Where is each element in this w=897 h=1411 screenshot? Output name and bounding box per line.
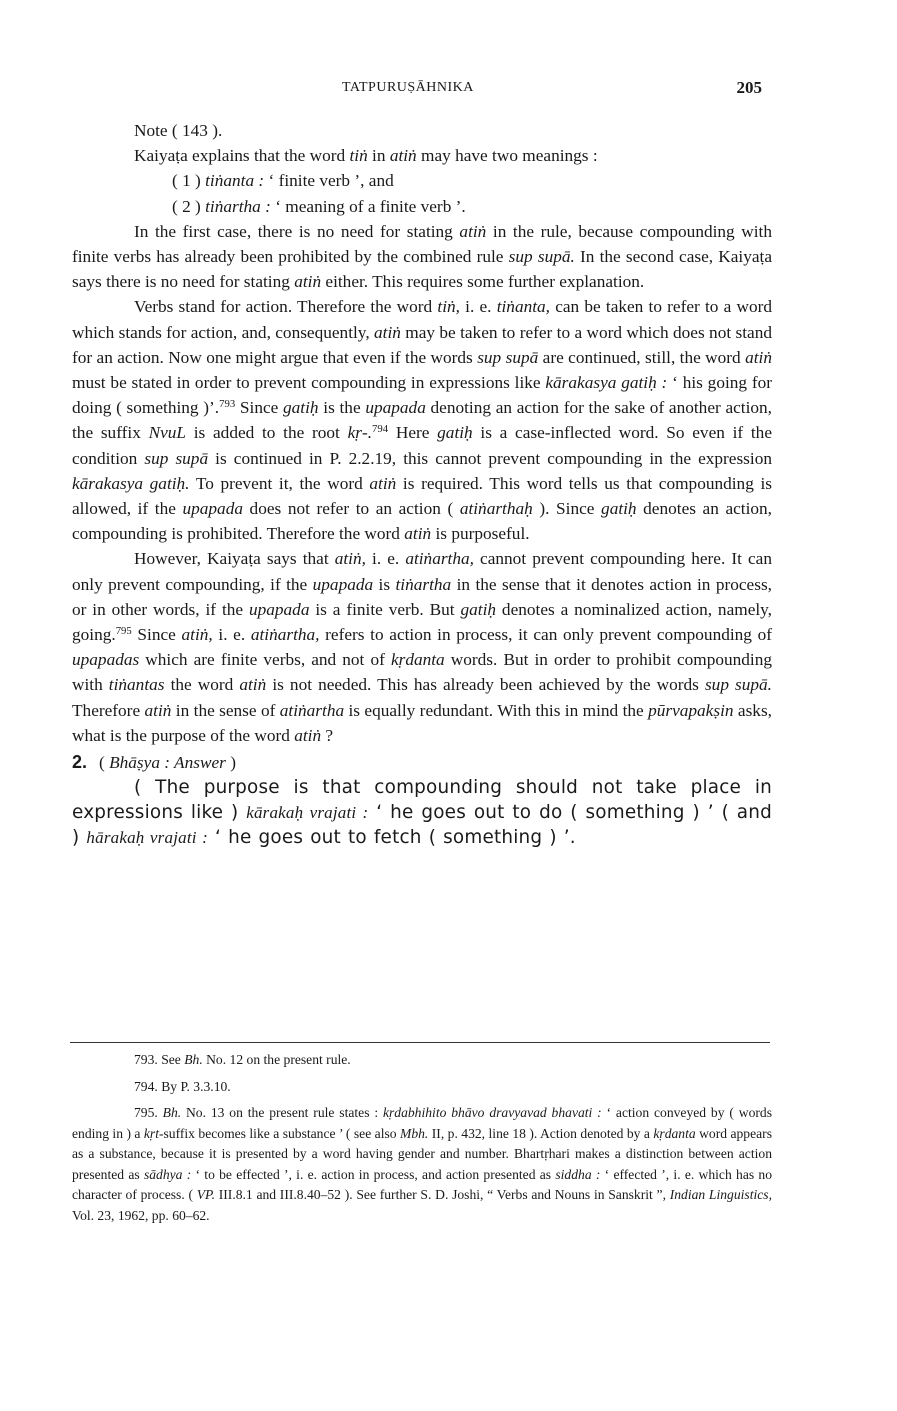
italic-term: atiṅ	[144, 700, 172, 720]
text-run: in the rule, because compounding with finite verbs has already been prohibited by the combined rule	[72, 221, 772, 267]
italic-term: atiṅ	[294, 725, 322, 745]
italic-term: atiṅ,	[334, 549, 366, 569]
italic-term: upapada	[182, 499, 243, 519]
text-run: may have two meanings :	[416, 146, 598, 166]
text-run: is a finite verb. But	[309, 599, 461, 619]
italic-term: tiṅ	[349, 146, 368, 166]
main-text	[72, 118, 772, 850]
text-run: i. e.	[212, 625, 251, 645]
text-run: the word	[164, 675, 240, 695]
italic-term: upapadas	[72, 650, 140, 670]
italic-term: Indian Linguistics,	[669, 1187, 772, 1202]
italic-term: sup supā	[477, 347, 539, 367]
text-run: is required. This word tells us that compounding is allowed, if the	[72, 473, 773, 519]
italic-term: tiṅ,	[437, 297, 460, 317]
italic-term: siddha :	[555, 1166, 601, 1182]
text-run: ‘ action conveyed by ( words ending in ) a	[72, 1105, 772, 1141]
text-run: ‘ effected ’, i. e. which has no character of process. (	[72, 1166, 773, 1202]
footnote-795	[72, 1103, 772, 1226]
text-run: (	[99, 753, 110, 773]
italic-term: kṛdanta	[390, 650, 445, 670]
paragraph	[72, 546, 772, 748]
text-run: ( The purpose is that compounding should not take place in expressions like )	[72, 777, 772, 824]
text-run: i. e.	[459, 297, 497, 317]
text-run: is added to the root	[186, 423, 348, 443]
text-run: In the second case, Kaiyaṭa says there is no need for stating	[72, 247, 772, 292]
italic-term: atiṅ	[404, 524, 432, 544]
page-header	[70, 78, 770, 102]
text-run: may be taken to refer to a word which does not stand for an action. Now one might argue that even if the words	[72, 322, 772, 367]
italic-term: kārakasya gatiḥ :	[545, 373, 668, 393]
text-run: is	[373, 574, 396, 594]
italic-term: gatiḥ	[460, 599, 497, 619]
italic-term: atiṅ,	[181, 625, 213, 645]
italic-term: atiṅ	[294, 272, 322, 292]
text-run: ). Since	[532, 499, 602, 519]
footnote-ref: 795	[115, 625, 132, 638]
italic-term: Bh.	[162, 1105, 182, 1120]
italic-term: Mbh.	[400, 1125, 429, 1141]
text-run: II, p. 432, line 18 ). Action denoted by a	[428, 1125, 654, 1141]
text-run: can be taken to refer to a word which stands for action, and, consequently,	[72, 297, 773, 342]
text-run: refers to action in process, it can only prevent compounding of	[319, 625, 772, 645]
text-run: in the sense that it denotes action in process, or in other words, if the	[72, 574, 773, 619]
footnotes	[72, 1050, 772, 1226]
text-run: ‘ he goes out to do ( something ) ’ ( and )	[72, 802, 772, 849]
text-run: ‘ his going for doing ( something )’.	[72, 373, 773, 418]
italic-term: kṛ-.	[347, 423, 373, 443]
italic-term: atiṅ	[745, 347, 772, 367]
text-run: 793. See	[134, 1052, 185, 1067]
italic-term: tiṅantas	[108, 675, 165, 695]
text-run: is a case-inflected word. So even if the condition	[72, 423, 772, 468]
text-run: is continued in P. 2.2.19, this cannot prevent compounding in the expression	[208, 448, 772, 468]
italic-term: kārakasya gatiḥ.	[72, 473, 190, 493]
meaning-item	[172, 194, 772, 219]
text-run: No. 12 on the present rule.	[202, 1052, 351, 1067]
text-run: ‘ finite verb ’, and	[264, 171, 394, 191]
text-run: in	[367, 146, 390, 166]
italic-term: upapada	[312, 574, 374, 594]
italic-term: sup supā.	[704, 675, 773, 695]
footnote-rule	[70, 1042, 770, 1043]
italic-term: sup supā	[144, 448, 209, 468]
text-run: words. But in order to prohibit compounding with	[72, 650, 772, 695]
italic-term: gatiḥ	[283, 398, 319, 418]
text-run: III.8.1 and III.8.40–52 ). See further S. D. Joshi, “ Verbs and Nouns in Sanskrit ”,	[215, 1187, 670, 1202]
text-run: either. This requires some further explanation.	[321, 272, 645, 292]
intro-sentence	[134, 143, 772, 168]
text-run: is not needed. This has already been achieved by the words	[266, 675, 705, 695]
text-run: No. 13 on the present rule states :	[181, 1105, 383, 1120]
text-run: is equally redundant. With this in mind the	[344, 700, 649, 720]
italic-term: kṛdabhihito bhāvo dravyavad bhavati :	[382, 1105, 602, 1120]
text-run: In the first case, there is no need for stating	[134, 221, 460, 241]
italic-term: sādhya :	[143, 1166, 192, 1182]
italic-term: kārakaḥ vrajati :	[246, 803, 369, 823]
text-run: Here	[388, 423, 438, 443]
text-run: ‘ meaning of a finite verb ’.	[270, 196, 466, 216]
paragraph	[72, 294, 772, 546]
italic-term: upapada	[365, 398, 426, 418]
answer-paragraph	[72, 775, 772, 850]
text-run: must be stated in order to prevent compounding in expressions like	[72, 373, 546, 393]
text-run: 794. By P. 3.3.10.	[134, 1078, 231, 1094]
text-run: Verbs stand for action. Therefore the word	[134, 297, 438, 317]
text-run: denotes an action, compounding is prohibited. Therefore the word	[72, 499, 772, 544]
italic-term: hārakaḥ vrajati :	[86, 828, 208, 848]
page-number: 205	[736, 78, 762, 97]
text-run: denotes a nominalized action, namely, going.	[72, 599, 772, 645]
italic-term: gatiḥ	[601, 499, 637, 519]
note-reference: Note ( 143 ).	[134, 121, 223, 140]
text-run: cannot prevent compounding here. It can only prevent compounding, if the	[72, 549, 772, 594]
text-run: Kaiyaṭa explains that the word	[134, 146, 350, 166]
text-run: ‘ he goes out to fetch ( something ) ’.	[207, 827, 576, 849]
text-run: Vol. 23, 1962, pp. 60–62.	[72, 1207, 210, 1223]
meaning-item	[172, 168, 772, 193]
italic-term: atiṅartha	[279, 700, 345, 720]
text-run: does not refer to an action (	[242, 499, 460, 519]
text-run: However, Kaiyaṭa says that	[134, 549, 335, 569]
paragraph	[72, 219, 772, 295]
italic-term: tiṅanta,	[496, 297, 550, 317]
italic-term: Bh.	[184, 1052, 203, 1067]
italic-term: VP.	[196, 1187, 216, 1202]
italic-term: sup supā.	[508, 247, 575, 267]
text-run: 795.	[134, 1105, 163, 1120]
text-run: in the sense of	[171, 700, 280, 720]
italic-term: gatiḥ	[437, 423, 473, 443]
text-run: is purposeful.	[431, 524, 530, 544]
italic-term: tiṅartha	[395, 574, 452, 594]
italic-term: atiṅartha,	[250, 625, 320, 645]
section-number: 2.	[72, 752, 88, 773]
italic-term: NvuL	[148, 423, 187, 443]
text-run: Since	[235, 398, 284, 418]
italic-term: atiṅ	[374, 322, 401, 342]
text-run: denoting an action for the sake of another action, the suffix	[72, 398, 772, 443]
footnote-794	[72, 1077, 772, 1098]
italic-term: upapada	[248, 599, 310, 619]
italic-term: tiṅartha :	[205, 196, 271, 216]
text-run: word appears as a substance, because it is presented by a word having gender and number. Bhartṛhari makes a distinction between action presented as	[72, 1125, 772, 1182]
italic-term: tiṅanta :	[205, 171, 265, 191]
italic-term: atiṅ	[369, 473, 397, 493]
text-run: ‘ to be effected ’, i. e. action in process, and action presented as	[191, 1166, 556, 1182]
text-run: is the	[318, 398, 366, 418]
text-run: asks, what is the purpose of the word	[72, 700, 772, 745]
italic-term: atiṅ	[459, 221, 487, 241]
running-title: TATPURUṢĀHNIKA	[342, 80, 474, 95]
footnote-793	[72, 1050, 772, 1071]
footnote-ref: 793	[219, 398, 236, 411]
text-run: ( 1 )	[172, 171, 206, 191]
text-run: which are finite verbs, and not of	[139, 650, 391, 670]
italic-term: atiṅ	[389, 146, 417, 166]
italic-term: kṛt	[143, 1125, 159, 1141]
italic-term: atiṅartha,	[405, 549, 474, 569]
text-run: are continued, still, the word	[538, 347, 746, 367]
text-run: ( 2 )	[172, 196, 206, 216]
text-run: -suffix becomes like a substance ’ ( see also	[158, 1125, 401, 1141]
footnote-ref: 794	[372, 423, 389, 436]
text-run: )	[225, 753, 236, 773]
section-heading	[72, 750, 772, 775]
text-run: To prevent it, the word	[189, 473, 370, 493]
italic-term: pūrvapakṣin	[648, 700, 734, 720]
italic-term: kṛdanta	[653, 1125, 696, 1141]
italic-term: atiṅ	[239, 675, 267, 695]
italic-term: Bhāṣya : Answer	[109, 753, 226, 773]
section-label	[99, 753, 236, 772]
text-run: ?	[321, 725, 334, 745]
text-run: Therefore	[72, 700, 145, 720]
text-run: i. e.	[365, 549, 406, 569]
text-run: Since	[131, 625, 182, 645]
italic-term: atiṅarthaḥ	[459, 499, 533, 519]
